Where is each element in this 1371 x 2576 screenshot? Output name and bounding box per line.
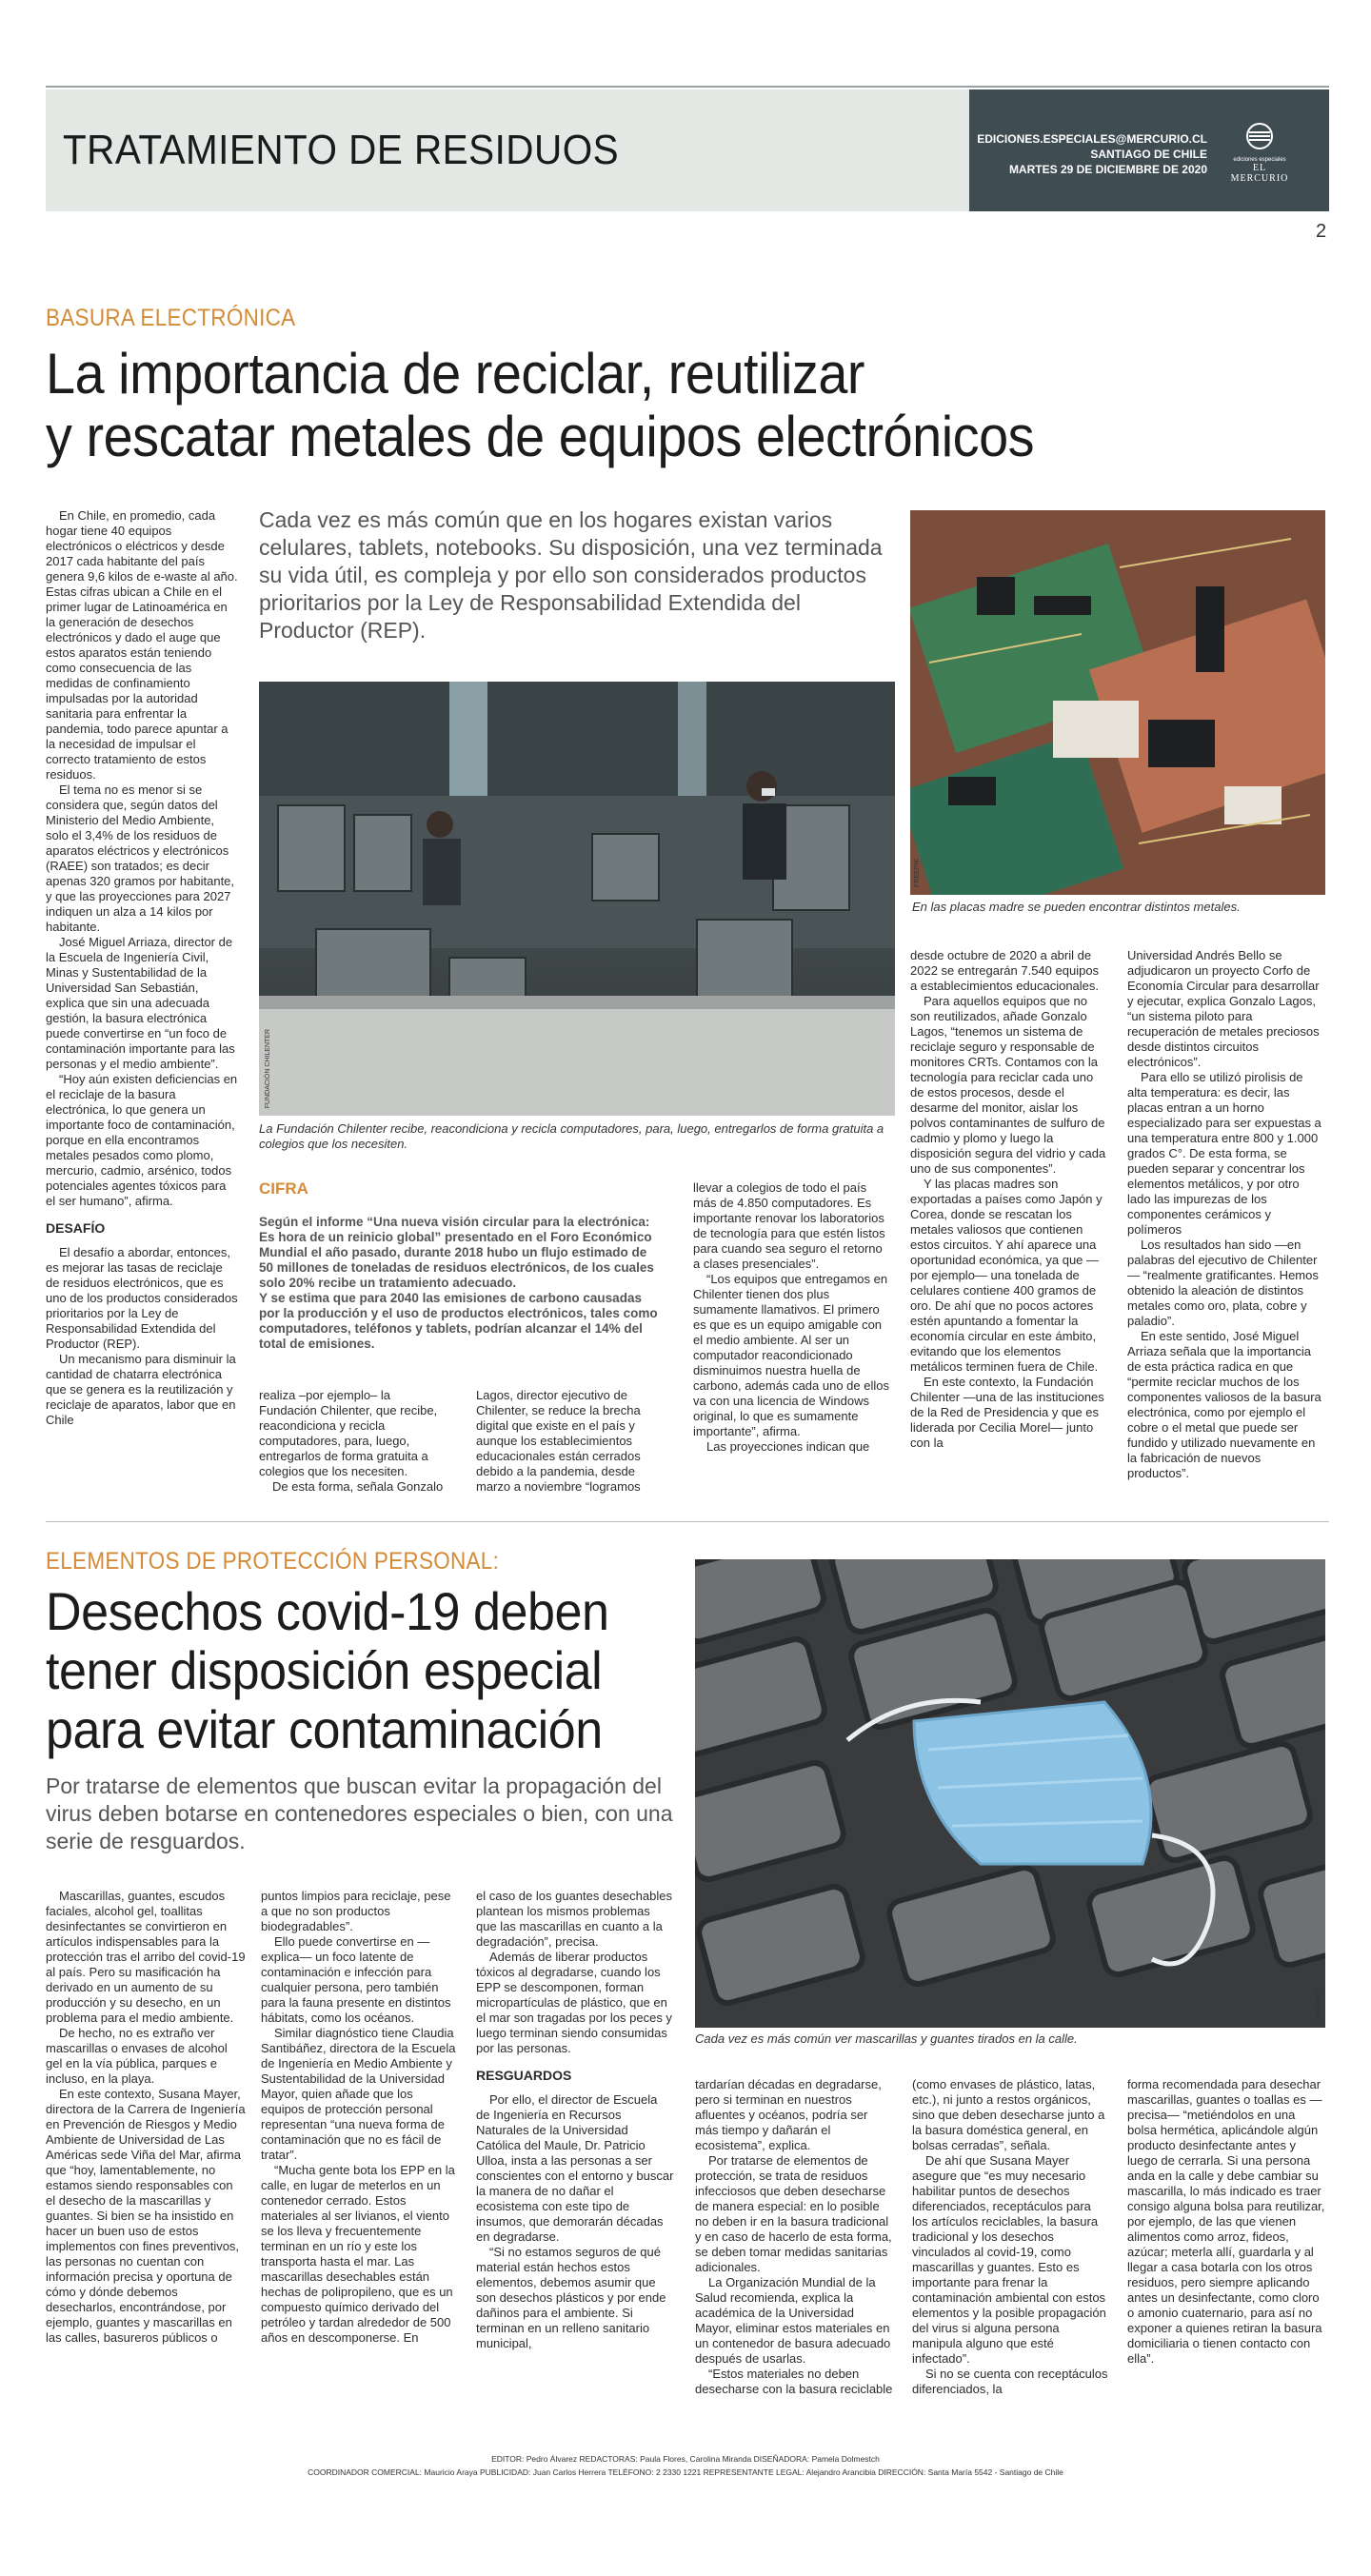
article1-col5 [910, 948, 1106, 1451]
paragraph: De ahí que Susana Mayer asegure que “es muy necesario habilitar puntos de desechos diferenciados, receptáculos para los artículos reciclables, la basura tradicional y los desechos vinculados al covid-19, como mascarillas y guantes. Esto es importante para frenar la contaminación ambiental con estos elementos y la posible propagación del virus si alguna persona manipula alguno que esté infectado”. [912, 2153, 1106, 2366]
footer-credits-line2: COORDINADOR COMERCIAL: Mauricio Araya PUBLICIDAD: Juan Carlos Herrera TELÉFONO: 2 2330 1221 REPRESENTANTE LEGAL: Alejandro Arancibia DIRECCIÓN: Santa María 5542 - Santiago de Chile [308, 2467, 1063, 2477]
el-mercurio-logo [1226, 122, 1293, 184]
contact-email[interactable]: EDICIONES.ESPECIALES@MERCURIO.CL [977, 132, 1207, 146]
paragraph: De hecho, no es extraño ver mascarillas o envases de alcohol gel en la vía pública, parques e incluso, en la playa. [46, 2026, 228, 2086]
paragraph: tardarían décadas en degradarse, pero si terminan en nuestros afluentes y océanos, podría ser más tiempo y dañarán el ecosistema”, explica. [695, 2077, 882, 2152]
paragraph: Universidad Andrés Bello se adjudicaron un proyecto Corfo de Economía Circular para desarrollar y ejecutar, explica Gonzalo Lagos, “un sistema piloto para recuperación de metales preciosos desde distintos circuitos electrónicos”. [1127, 948, 1320, 1069]
article2-headline [46, 1582, 666, 1759]
paragraph: “Los equipos que entregamos en Chilenter tienen dos plus sumamente llamativos. El primero es que es un equipo amigable con el medio ambiente. Al ser un computador reacondicionado disminuimos nuestra huella de carbono, además cada uno de ellos va con una licencia de Windows original, lo que es sumamente importante”, afirma. [693, 1272, 889, 1438]
paragraph: El tema no es menor si se considera que, según datos del Ministerio del Medio Ambiente, solo el 3,4% de los residuos de aparatos eléctricos y electrónicos (RAEE) son tratados; es decir apenas 320 gramos por habitante, y que las proyecciones para 2027 indiquen un alza a 14 kilos por habitante. [46, 783, 235, 934]
article2-col1 [46, 1889, 246, 2346]
mask-on-pavement-illustration [695, 1559, 1325, 2028]
subheading-resguardos: RESGUARDOS [476, 2068, 572, 2083]
article1-col2 [259, 1388, 449, 1495]
page-number: 2 [1316, 221, 1327, 242]
mercurio-emblem-icon [1243, 122, 1276, 150]
article1-photo1-caption: La Fundación Chilenter recibe, reacondiciona y recicla computadores, para, luego, entregarlos de forma gratuita a colegios que los necesiten. [259, 1121, 884, 1151]
article1-col6 [1127, 948, 1325, 1481]
photo2-credit: FREEPIK [914, 859, 921, 887]
paragraph: Y las placas madres son exportadas a países como Japón y Corea, donde se rescatan los metales valiosos que contienen estos circuitos. Y ahí aparece una oportunidad económica, ya que —por ejemplo— una tonelada de celulares contiene 400 gramos de oro. De ahí que no pocos actores estén apuntando a fomentar la economía circular en este ámbito, evitando que los elementos metálicos terminen fuera de Chile. [910, 1177, 1103, 1374]
publication-info-box [969, 89, 1329, 211]
paragraph: Si no se cuenta con receptáculos diferenciados, la [912, 2367, 1108, 2396]
article1-lead: Cada vez es más común que en los hogares existan varios celulares, tablets, notebooks. Su disposición, una vez terminada su vida útil, es compleja y por ello son considerados productos prioritarios por la Ley de Responsabilidad Extendida del Productor (REP). [259, 507, 883, 643]
paragraph: Para aquellos equipos que no son reutilizados, añade Gonzalo Lagos, “tenemos un sistema de reciclaje seguro y responsable de monitores CRTs. Contamos con la tecnología para reciclar cada uno de estos procesos, desde el desarme del monitor, aislar los polvos contaminantes de sulfuro de cadmio y plomo y luego la disposición segura del vidrio y cada uno de sus componentes”. [910, 994, 1106, 1176]
photo1-credit: FUNDACIÓN CHILENTER [265, 1028, 271, 1108]
article2-col5 [912, 2077, 1110, 2397]
paragraph: Para ello se utilizó pirolisis de alta temperatura: es decir, las placas entran a un horno especializado para ser expuestas a una temperatura entre 800 y 1.000 grados C°. De esta forma, se pueden separar y concentrar los elementos metálicos, y por otro lado las impurezas de los componentes cerámicos y polímeros [1127, 1070, 1321, 1237]
article1-col1 [46, 508, 238, 1428]
paragraph: De esta forma, señala Gonzalo [272, 1479, 444, 1494]
cifra-body [259, 1215, 659, 1352]
paragraph: Por ello, el director de Escuela de Ingeniería en Recursos Naturales de la Universidad Católica del Maule, Dr. Patricio Ulloa, insta a las personas a ser conscientes con el entorno y buscar la manera de no dañar el ecosistema con este tipo de insumos, que demorarán décadas en degradarse. [476, 2092, 674, 2244]
workshop-photo-illustration [259, 682, 895, 1116]
date-line: MARTES 29 DE DICIEMBRE DE 2020 [1008, 163, 1207, 176]
paragraph: En este sentido, José Miguel Arriaza señala que la importancia de esta práctica radica en que “permite reciclar muchos de los componentes valiosos de la basura electrónica, como por ejemplo el cobre o el metal que puede ser fundido y utilizado nuevamente en la fabricación de nuevos productos”. [1127, 1329, 1321, 1480]
paragraph: “Hoy aún existen deficiencias en el reciclaje de la basura electrónica, lo que genera un importante foco de contaminación, porque en ella encontramos metales pesados como plomo, mercurio, cadmio, arsénico, todos potenciales agentes tóxicos para el ser humano”, afirma. [46, 1072, 238, 1208]
paragraph: Las proyecciones indican que [706, 1439, 870, 1454]
article1-photo2-caption: En las placas madre se pueden encontrar distintos metales. [912, 900, 1241, 914]
paragraph: Un mecanismo para disminuir la cantidad de chatarra electrónica que se genera es la reutilización y reciclaje de aparatos, labor que en Chile [46, 1352, 236, 1427]
section-title: TRATAMIENTO DE RESIDUOS [63, 127, 620, 173]
logo-name: EL MERCURIO [1230, 163, 1289, 184]
paragraph: Similar diagnóstico tiene Claudia Santibáñez, directora de la Escuela de Ingeniería en Medio Ambiente y Sustentabilidad de la Universidad Mayor, quien añade que los equipos de protección personal representan “una nueva forma de contaminación que no es fácil de tratar”. [261, 2026, 456, 2162]
footer-credits-line1: EDITOR: Pedro Álvarez REDACTORAS: Paula Flores, Carolina Miranda DISEÑADORA: Pamela Dolmestch [491, 2454, 880, 2464]
paragraph: “Estos materiales no deben desecharse con la basura reciclable [695, 2367, 893, 2396]
article1-photo-workshop [259, 682, 895, 1116]
paragraph: Lagos, director ejecutivo de Chilenter, se reduce la brecha digital que existe en el país y aunque los establecimientos educacionales están cerrados debido a la pandemia, desde marzo a noviembre “logramos [476, 1388, 641, 1494]
paragraph: Los resultados han sido —en palabras del ejecutivo de Chilenter— “realmente gratificantes. Hemos obtenido la aleación de distintos metales como oro, plata, cobre y paladio”. [1127, 1238, 1319, 1328]
paragraph: El desafío a abordar, entonces, es mejorar las tasas de reciclaje de residuos electrónicos, que es uno de los productos considerados prioritarios por la Ley de Responsabilidad Extendida del Productor (REP). [46, 1245, 238, 1351]
paragraph: En Chile, en promedio, cada hogar tiene 40 equipos electrónicos o eléctricos y desde 2017 cada habitante del país genera 9,6 kilos de e-waste al año. Estas cifras ubican a Chile en el primer lugar de Latinoamérica en la generación de desechos electrónicos y dado el auge que estos aparatos están teniendo como consecuencia de las medidas de confinamiento impulsadas por la autoridad sanitaria para enfrentar la pandemia, todo parece apuntar a la necesidad de impulsar el correcto tratamiento de estos residuos. [46, 508, 238, 782]
article2-photo-caption: Cada vez es más común ver mascarillas y guantes tirados en la calle. [695, 2031, 1078, 2046]
paragraph: forma recomendada para desechar mascarillas, guantes o toallas es —precisa— “metiéndolos en una bolsa hermética, aplicándole algún producto desinfectante antes y luego de cerrarla. Si una persona anda en la calle y debe cambiar su mascarilla, lo más indicado es traer consigo alguna bolsa para reutilizar, por ejemplo, de las que vienen alimentos como arroz, fideos, azúcar; meterla allí, guardarla y al llegar a casa botarla con los otros residuos, pero siempre aplicando antes un desinfectante, como cloro o amonio cuaternario, para así no exponer a quienes retiran la basura domiciliaria o tienen contacto con ella”. [1127, 2077, 1325, 2366]
article1-headline [46, 343, 1197, 468]
subheading-desafio: DESAFÍO [46, 1220, 106, 1236]
article1-headline-line1: La importancia de reciclar, reutilizar [46, 342, 865, 406]
paragraph: desde octubre de 2020 a abril de 2022 se entregarán 7.540 equipos a establecimientos educacionales. [910, 948, 1100, 993]
paragraph: Mascarillas, guantes, escudos faciales, alcohol gel, toallitas desinfectantes se convirtieron en artículos indispensables para la protección tras el arribo del covid-19 al país. Pero su masificación ha derivado en un aumento de su producción y su desecho, en un problema para el medio ambiente. [46, 1889, 246, 2025]
article-divider [46, 1521, 1329, 1522]
paragraph: “Si no estamos seguros de qué material están hechos estos elementos, debemos asumir que son desechos plásticos y por ende dañinos para el ambiente. Si terminan en un relleno sanitario municipal, [476, 2245, 666, 2350]
article1-headline-line2: y rescatar metales de equipos electrónicos [46, 405, 1035, 468]
photo3-credit: FREEPIK [1313, 1991, 1320, 2020]
cifra-heading: CIFRA [259, 1179, 308, 1198]
article1-col3 [476, 1388, 657, 1495]
paragraph: La Organización Mundial de la Salud recomienda, explica la académica de la Universidad Mayor, eliminar estos materiales en un contenedor de basura adecuado después de usarlas. [695, 2275, 891, 2366]
paragraph: llevar a colegios de todo el país más de 4.850 computadores. Es importante renovar los laboratorios de tecnología para que estén listos para cuando sea seguro el retorno a clases presenciales”. [693, 1180, 885, 1271]
article2-headline-line2: tener disposición especial [46, 1640, 603, 1700]
article1-kicker: BASURA ELECTRÓNICA [46, 305, 296, 331]
article2-photo-mask [695, 1559, 1325, 2028]
article2-col2 [261, 1889, 459, 2346]
article2-headline-line1: Desechos covid-19 deben [46, 1581, 609, 1641]
article2-col6 [1127, 2077, 1325, 2367]
top-rule [46, 86, 1329, 88]
article2-col3 [476, 1889, 674, 2351]
cifra-paragraph: Y se estima que para 2040 las emisiones de carbono causadas por la producción y el uso de productos electrónicos, tales como computadores, teléfonos y tablets, podrían alcanzar el 14% del total de emisiones. [259, 1291, 658, 1351]
article2-col4 [695, 2077, 893, 2397]
paragraph: Por tratarse de elementos de protección, se trata de residuos infecciosos que deben desecharse de manera especial: en lo posible no deben ir en la basura tradicional y en caso de hacerlo de esta forma, se deben tomar medidas sanitarias adicionales. [695, 2153, 892, 2274]
article2-headline-line3: para evitar contaminación [46, 1699, 603, 1759]
paragraph: Ello puede convertirse en —explica— un foco latente de contaminación e infección para cualquier persona, pero también para la fauna presente en distintos hábitats, como los océanos. [261, 1934, 451, 2025]
circuit-board-illustration [910, 510, 1325, 895]
logo-small-text: ediciones especiales [1233, 157, 1286, 163]
article2-lead: Por tratarse de elementos que buscan evitar la propagación del virus deben botarse en contenedores especiales o bien, con una serie de resguardos. [46, 1773, 673, 1853]
article2-kicker: ELEMENTOS DE PROTECCIÓN PERSONAL: [46, 1548, 500, 1575]
article1-col4 [693, 1180, 889, 1455]
paragraph: En este contexto, Susana Mayer, directora de la Carrera de Ingeniería en Prevención de Riesgos y Medio Ambiente de Universidad de Las Américas sede Viña del Mar, afirma que “hoy, lamentablemente, no estamos siendo responsables con el desecho de la mascarillas y guantes. Si bien se ha insistido en hacer un buen uso de estos implementos con fines preventivos, las personas no cuentan con información precisa y oportuna de cómo y dónde debemos desecharlos, encontrándose, por ejemplo, guantes y mascarillas en las calles, basureros públicos o [46, 2087, 246, 2345]
paragraph: (como envases de plástico, latas, etc.), ni junto a restos orgánicos, sino que deben desecharse junto a la basura doméstica general, en bolsas cerradas”, señala. [912, 2077, 1105, 2152]
paragraph: En este contexto, la Fundación Chilenter —una de las instituciones de la Red de Presidencia y que es liderada por Cecilia Morel— junto con la [910, 1375, 1104, 1450]
paragraph: “Mucha gente bota los EPP en la calle, en lugar de meterlos en un contenedor cerrado. Estos materiales al ser livianos, el viento se los lleva y frecuentemente terminan en un río y este los transporta hasta el mar. Las mascarillas desechables están hechas de polipropileno, que es un compuesto químico derivado del petróleo y tardan alrededor de 500 años en descomponerse. En [261, 2163, 455, 2345]
publication-info [977, 131, 1207, 177]
article1-photo-circuit-boards [910, 510, 1325, 895]
paragraph: José Miguel Arriaza, director de la Escuela de Ingeniería Civil, Minas y Sustentabilidad de la Universidad San Sebastián, explica que sin una adecuada gestión, la basura electrónica puede convertirse en “un foco de contaminación importante para las personas y el medio ambiente”. [46, 935, 235, 1071]
paragraph: Además de liberar productos tóxicos al degradarse, cuando los EPP se descomponen, forman micropartículas de plástico, que en el mar son tragadas por los peces y luego terminan siendo consumidas por las personas. [476, 1950, 672, 2055]
paragraph: realiza –por ejemplo– la Fundación Chilenter, que recibe, reacondiciona y recicla computadores, para, luego, entregarlos de forma gratuita a colegios que los necesiten. [259, 1388, 438, 1478]
cifra-paragraph: Según el informe “Una nueva visión circular para la electrónica: Es hora de un reinicio global” presentado en el Foro Económico Mundial el año pasado, durante 2018 hubo un flujo estimado de 50 millones de toneladas de residuos electrónicos, de los cuales solo 20% recibe un tratamiento adecuado. [259, 1215, 654, 1290]
city-line: SANTIAGO DE CHILE [1090, 148, 1207, 161]
paragraph: puntos limpios para reciclaje, pese a que no son productos biodegradables”. [261, 1889, 451, 1933]
paragraph: el caso de los guantes desechables plantean los mismos problemas que las mascarillas en cuanto a la degradación”, precisa. [476, 1889, 672, 1949]
